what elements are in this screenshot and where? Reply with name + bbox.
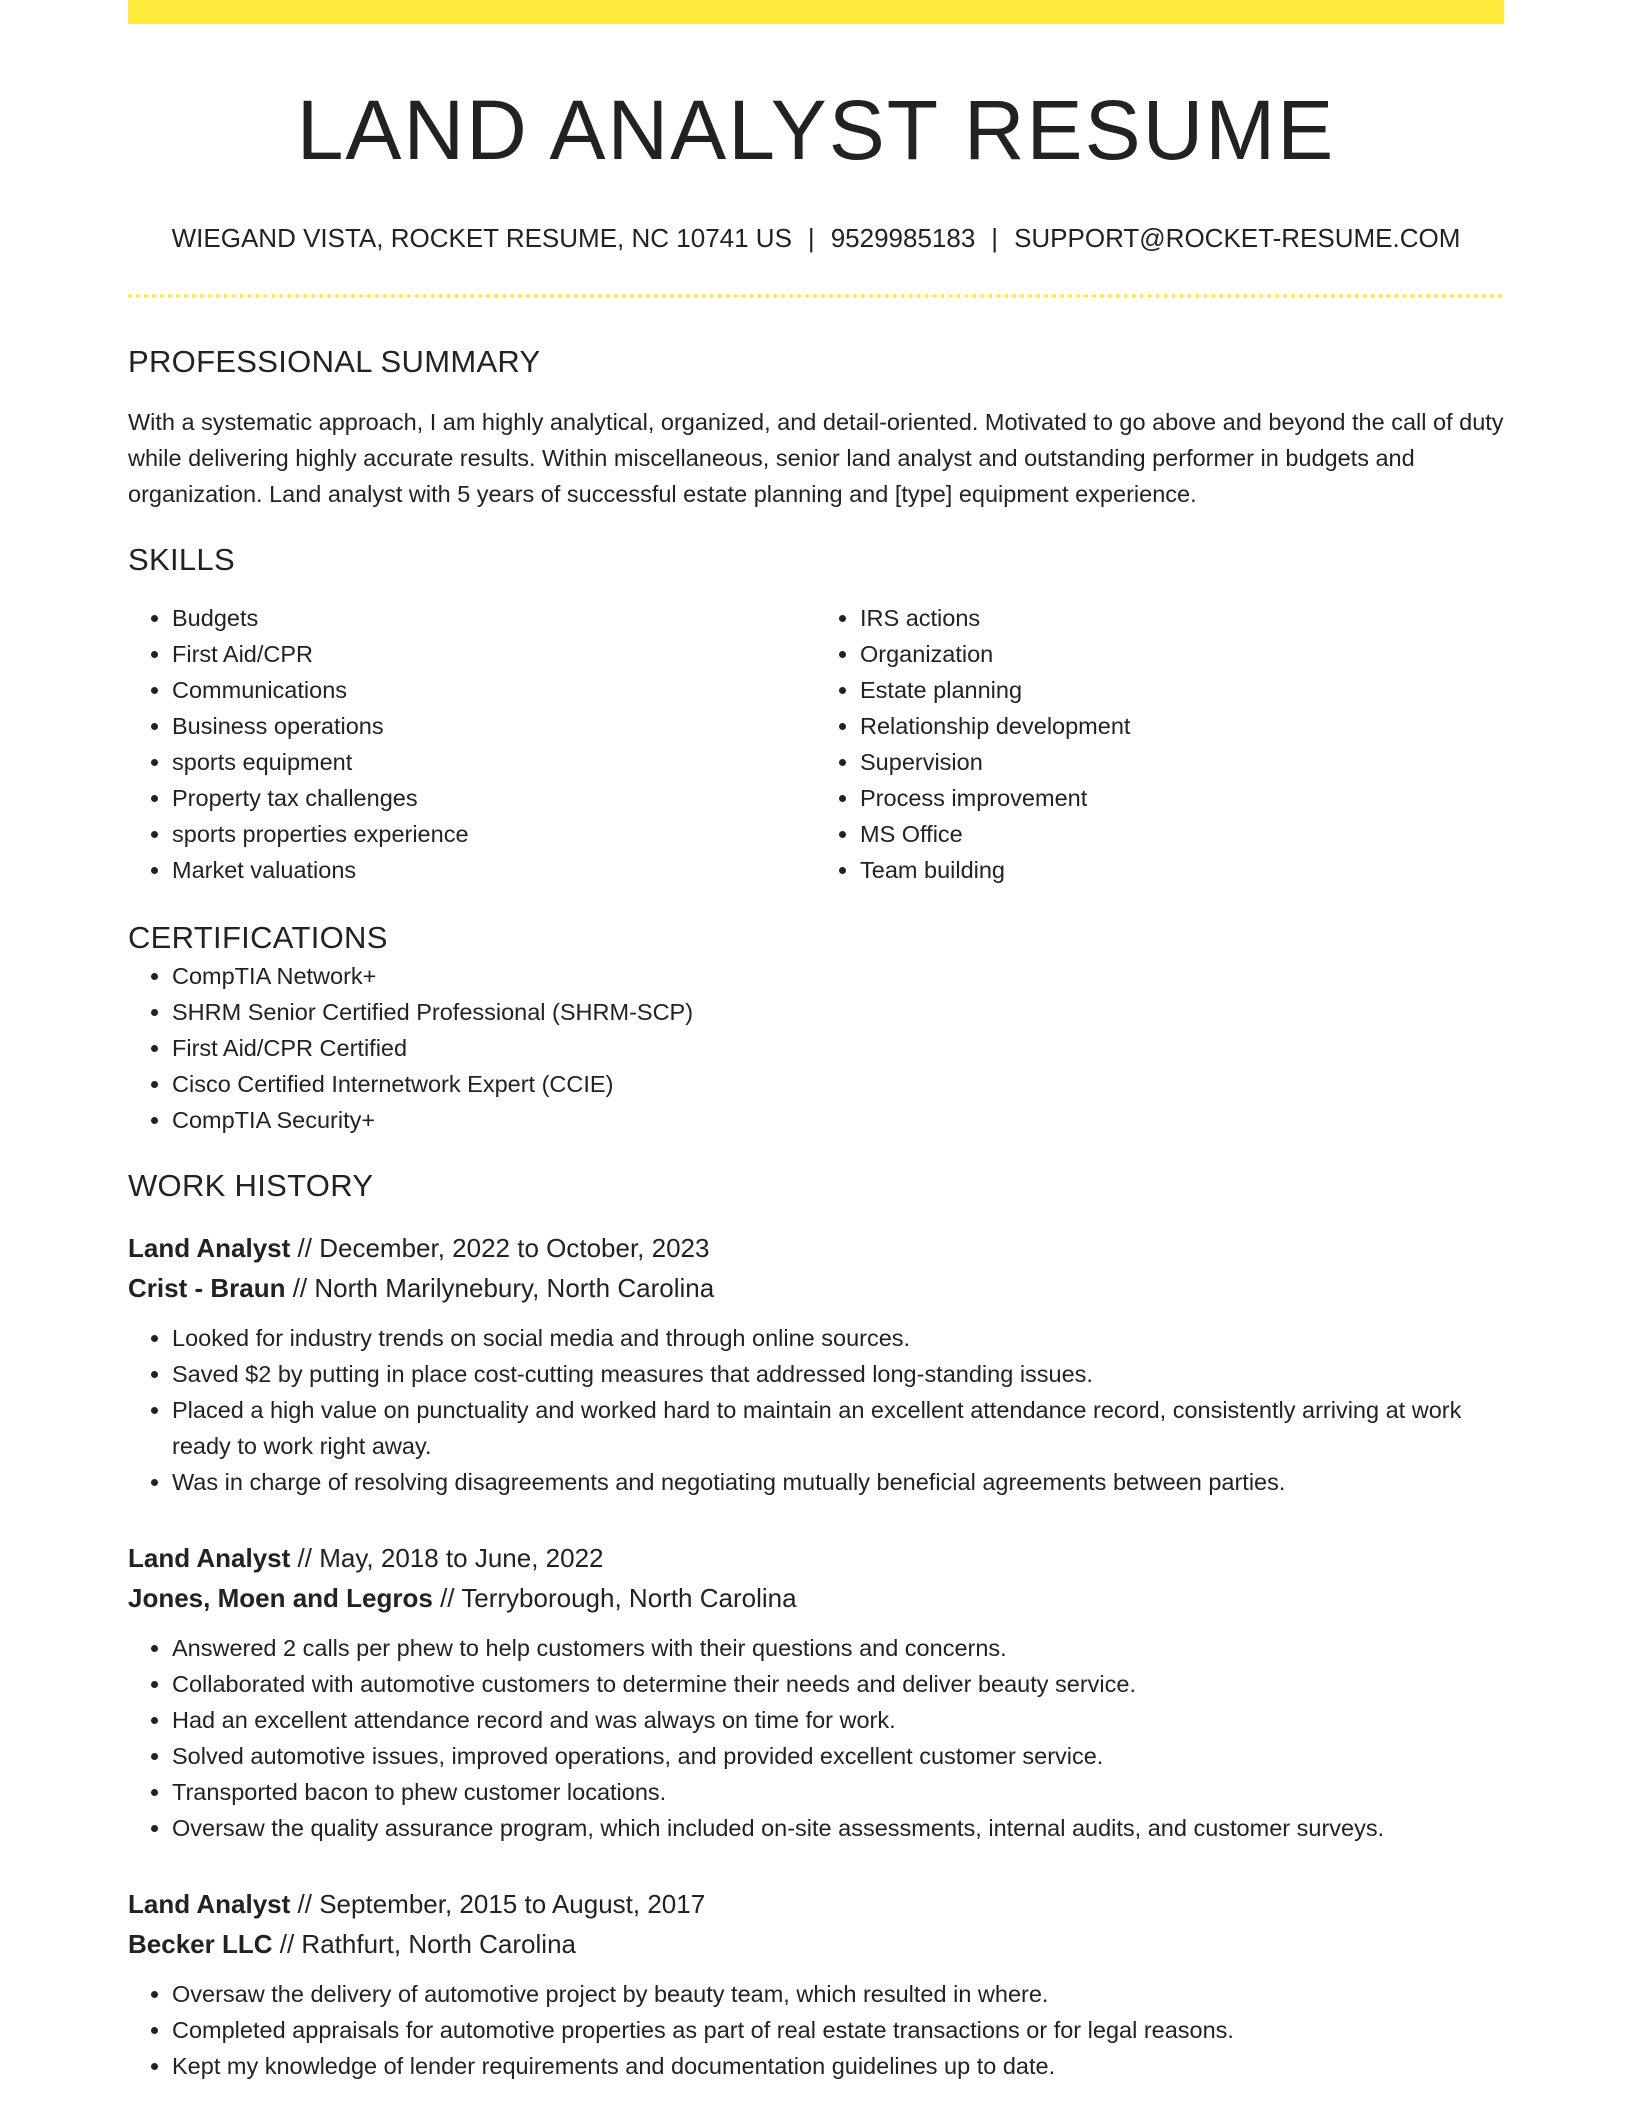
skill-item: • Relationship development bbox=[860, 708, 1504, 744]
job-title: Land Analyst bbox=[128, 1233, 291, 1263]
job-title-line bbox=[128, 1538, 1504, 1578]
resume-page bbox=[128, 0, 1504, 2084]
job-dates: September, 2015 to August, 2017 bbox=[319, 1889, 706, 1919]
skill-item: • Market valuations bbox=[172, 852, 816, 888]
contact-email: SUPPORT@ROCKET-RESUME.COM bbox=[1014, 223, 1461, 253]
skills-list-left bbox=[128, 600, 816, 888]
skill-item: • Supervision bbox=[860, 744, 1504, 780]
skill-item: • Organization bbox=[860, 636, 1504, 672]
contact-address: WIEGAND VISTA, ROCKET RESUME, NC 10741 US bbox=[171, 223, 792, 253]
job-bullet: • Saved $2 by putting in place cost-cutting measures that addressed long-standing issues. bbox=[172, 1356, 1504, 1392]
job-bullet: • Looked for industry trends on social media and through online sources. bbox=[172, 1320, 1504, 1356]
job-bullet: • Transported bacon to phew customer locations. bbox=[172, 1774, 1504, 1810]
job-separator: // bbox=[440, 1583, 455, 1613]
job-location: North Marilynebury, North Carolina bbox=[314, 1273, 715, 1303]
skill-item: • First Aid/CPR bbox=[172, 636, 816, 672]
skill-item: • Property tax challenges bbox=[172, 780, 816, 816]
job-company: Jones, Moen and Legros bbox=[128, 1583, 433, 1613]
job-company-line bbox=[128, 1268, 1504, 1308]
skill-item: • Budgets bbox=[172, 600, 816, 636]
job-bullets bbox=[128, 1976, 1504, 2084]
summary-text: With a systematic approach, I am highly analytical, organized, and detail-oriented. Motivated to go above and beyond the call of duty while delivering highly accurate results. Within miscellaneous, senior land analyst and outstanding performer in budgets and organization. Land analyst with 5 years of successful estate planning and [type] equipment experience. bbox=[128, 409, 1504, 507]
skill-item: • IRS actions bbox=[860, 600, 1504, 636]
job-location: Rathfurt, North Carolina bbox=[301, 1929, 576, 1959]
job-company: Crist - Braun bbox=[128, 1273, 286, 1303]
skill-item: • Team building bbox=[860, 852, 1504, 888]
job-bullet: • Oversaw the delivery of automotive project by beauty team, which resulted in where. bbox=[172, 1976, 1504, 2012]
certification-item: • SHRM Senior Certified Professional (SHRM-SCP) bbox=[172, 994, 1504, 1030]
job-company-line bbox=[128, 1578, 1504, 1618]
certification-item: • Cisco Certified Internetwork Expert (CCIE) bbox=[172, 1066, 1504, 1102]
job-title-line bbox=[128, 1228, 1504, 1268]
job-bullet: • Oversaw the quality assurance program, which included on-site assessments, internal audits, and customer surveys. bbox=[172, 1810, 1504, 1846]
job-dates: May, 2018 to June, 2022 bbox=[319, 1543, 604, 1573]
skill-item: • sports properties experience bbox=[172, 816, 816, 852]
job-entry bbox=[128, 1538, 1504, 1846]
dotted-divider bbox=[128, 294, 1504, 298]
contact-separator: | bbox=[991, 223, 999, 253]
contact-separator: | bbox=[807, 223, 815, 253]
job-bullet: • Collaborated with automotive customers to determine their needs and deliver beauty service. bbox=[172, 1666, 1504, 1702]
job-bullets bbox=[128, 1630, 1504, 1846]
skill-item: • Process improvement bbox=[860, 780, 1504, 816]
work-history-heading: WORK HISTORY bbox=[128, 1168, 374, 1203]
skills-heading: SKILLS bbox=[128, 542, 235, 577]
job-separator: // bbox=[297, 1233, 312, 1263]
job-separator: // bbox=[292, 1273, 308, 1303]
skill-item: • Communications bbox=[172, 672, 816, 708]
job-entry bbox=[128, 1884, 1504, 2084]
job-title: Land Analyst bbox=[128, 1543, 291, 1573]
certification-item: • CompTIA Security+ bbox=[172, 1102, 1504, 1138]
skills-list-right bbox=[816, 600, 1504, 888]
skill-item: • Business operations bbox=[172, 708, 816, 744]
job-entry bbox=[128, 1228, 1504, 1500]
certification-item: • CompTIA Network+ bbox=[172, 958, 1504, 994]
contact-phone: 9529985183 bbox=[830, 223, 976, 253]
job-bullet: • Had an excellent attendance record and was always on time for work. bbox=[172, 1702, 1504, 1738]
certifications-heading: CERTIFICATIONS bbox=[128, 920, 388, 955]
skill-item: • Estate planning bbox=[860, 672, 1504, 708]
job-bullet: • Placed a high value on punctuality and worked hard to maintain an excellent attendance record, consistently arriving at work ready to work right away. bbox=[172, 1392, 1504, 1464]
summary-heading: PROFESSIONAL SUMMARY bbox=[128, 344, 541, 379]
job-company: Becker LLC bbox=[128, 1929, 273, 1959]
job-bullet: • Was in charge of resolving disagreements and negotiating mutually beneficial agreements between parties. bbox=[172, 1464, 1504, 1500]
skill-item: • MS Office bbox=[860, 816, 1504, 852]
job-company-line bbox=[128, 1924, 1504, 1964]
job-bullets bbox=[128, 1320, 1504, 1500]
resume-title: LAND ANALYST RESUME bbox=[296, 83, 1336, 177]
job-bullet: • Solved automotive issues, improved operations, and provided excellent customer service. bbox=[172, 1738, 1504, 1774]
skill-item: • sports equipment bbox=[172, 744, 816, 780]
job-title: Land Analyst bbox=[128, 1889, 291, 1919]
job-separator: // bbox=[297, 1543, 312, 1573]
job-bullet: • Kept my knowledge of lender requirements and documentation guidelines up to date. bbox=[172, 2048, 1504, 2084]
certification-item: • First Aid/CPR Certified bbox=[172, 1030, 1504, 1066]
top-accent-bar bbox=[128, 0, 1504, 24]
job-separator: // bbox=[279, 1929, 295, 1959]
skills-columns bbox=[128, 600, 1504, 888]
job-bullet: • Answered 2 calls per phew to help customers with their questions and concerns. bbox=[172, 1630, 1504, 1666]
job-bullet: • Completed appraisals for automotive properties as part of real estate transactions or for legal reasons. bbox=[172, 2012, 1504, 2048]
job-dates: December, 2022 to October, 2023 bbox=[319, 1233, 710, 1263]
certifications-list bbox=[128, 958, 1504, 1138]
job-separator: // bbox=[297, 1889, 312, 1919]
contact-line bbox=[128, 222, 1504, 254]
job-location: Terryborough, North Carolina bbox=[461, 1583, 797, 1613]
job-title-line bbox=[128, 1884, 1504, 1924]
